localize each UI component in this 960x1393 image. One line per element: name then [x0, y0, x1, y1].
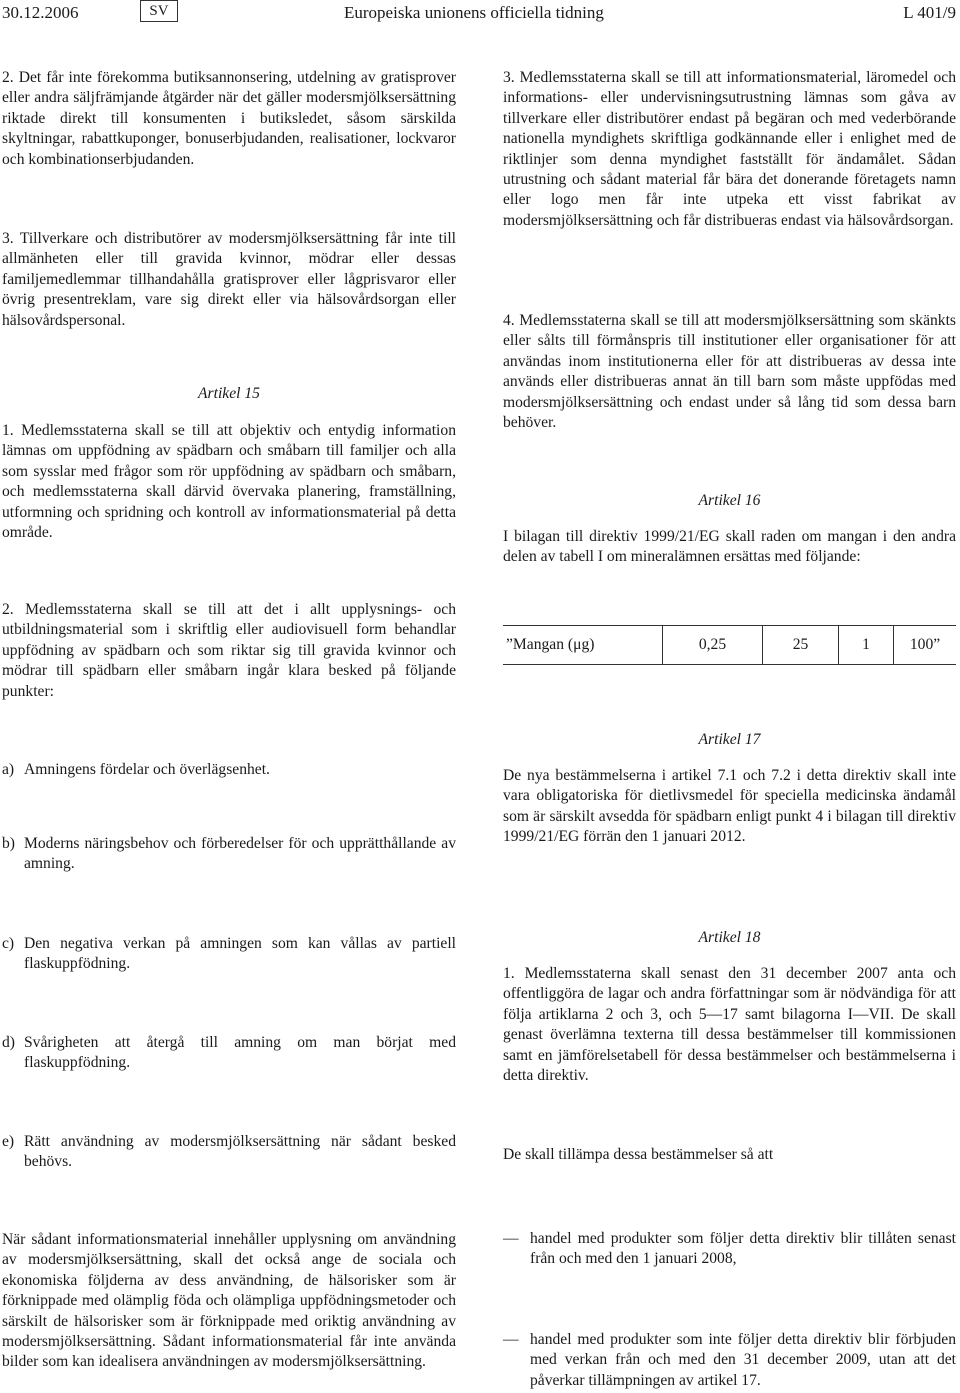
article-16-heading: Artikel 16	[698, 492, 761, 509]
list-item-text: Moderns näringsbehov och förberedelser för och upprätthållande av amning.	[24, 835, 456, 873]
table-cell-value-2: 25	[762, 626, 838, 664]
article-16-text: I bilagan till direktiv 1999/21/EG skall raden om mangan i den andra delen av tabell I om mineralämnen ersättas med följande:	[503, 528, 956, 566]
list-marker: e)	[2, 1133, 15, 1150]
paragraph-2-article-18: De skall tillämpa dessa bestämmelser så att	[503, 1146, 774, 1163]
paragraph-2-article-15: 2. Medlemsstaterna skall se till att det i allt upplysnings- och utbildningsmaterial som i skriftlig eller audiovisuell form behandlar uppfödning av spädbarn och som riktar sig till gravida kvinnor och mödrar till spädbarn eller småbarn ingår klara besked på följande punkter:	[2, 601, 456, 700]
list-item-e	[2, 1132, 456, 1173]
list-item-text: Rätt användning av modersmjölksersättning när sådant besked behövs.	[24, 1133, 456, 1171]
manganese-table-row	[503, 625, 956, 665]
list-marker: d)	[2, 1034, 15, 1051]
list-item-text: Amningens fördelar och överlägsenhet.	[24, 761, 270, 778]
language-code-box: SV	[140, 0, 178, 22]
list-marker: c)	[2, 935, 15, 952]
list-item-b	[2, 834, 456, 875]
table-cell-value-4: 100”	[893, 626, 956, 664]
dash-item-text: handel med produkter som inte följer detta direktiv blir förbjuden med verkan från och med den 31 december 2009, utan att det påverkar tillämpningen av artikel 17.	[530, 1331, 956, 1389]
dash-marker: —	[503, 1230, 519, 1247]
journal-title: Europeiska unionens officiella tidning	[344, 3, 604, 22]
dash-marker: —	[503, 1331, 519, 1348]
list-item-text: Svårigheten att återgå till amning om man börjat med flaskuppfödning.	[24, 1034, 456, 1072]
list-marker: b)	[2, 835, 15, 852]
paragraph-2-article-14: 2. Det får inte förekomma butiksannonsering, utdelning av gratisprover eller andra säljfrämjande åtgärder när det gäller modersmjölksersättning riktade direkt till konsumenten i butiksledet, såsom särskilda skyltningar, rabattkuponger, bonuserbjudanden, realisationer, lockvaror och kombinationserbjudanden.	[2, 69, 456, 168]
paragraph-3-article-14: 3. Tillverkare och distributörer av modersmjölksersättning får inte till allmänheten eller till gravida kvinnor, mödrar eller dessas familjemedlemmar tillhandahålla gratisprover eller lågprisvaror eller övrig presentreklam, vare sig direkt eller via hälsovårdsorgan eller hälsovårdspersonal.	[2, 230, 456, 329]
paragraph-3-article-15: 3. Medlemsstaterna skall se till att informationsmaterial, läromedel och informations- eller undervisningsutrustning lämnas som gåva av tillverkare eller distributörer endast på begäran och med vederbörande nationella myndighets skriftliga godkännande eller i enlighet med de riktlinjer som denna myndighet fastställt för ändamålet. Sådan utrustning och sådant material får bära det donerande företagets namn eller logo men får inte utpeka ett visst fabrikat av modersmjölksersättning och får distribueras endast via hälsovårdsorgan.	[503, 69, 956, 229]
article-15-heading: Artikel 15	[198, 385, 260, 402]
dash-item-1	[503, 1229, 956, 1270]
list-item-a	[2, 760, 456, 780]
list-item-c	[2, 934, 456, 975]
list-item-d	[2, 1033, 456, 1074]
paragraph-1-article-15: 1. Medlemsstaterna skall se till att objektiv och entydig information lämnas om uppfödning av spädbarn och småbarn till familjer och alla som sysslar med frågor som rör uppfödning av spädbarn och småbarn, och medlemsstaterna skall därvid övervaka planering, framställning, utformning och spridning och kontroll av informationsmaterial på detta område.	[2, 422, 456, 542]
page-reference: L 401/9	[903, 3, 956, 22]
page-header	[0, 0, 960, 24]
publication-date: 30.12.2006	[2, 3, 79, 22]
paragraph-4-article-15: 4. Medlemsstaterna skall se till att modersmjölksersättning som skänkts eller sålts till förmånspris till institutioner eller organisationer för att användas inom institutionerna eller för att distribueras av dessa inte används eller distribueras annat än till barn som måste uppfödas med modersmjölksersättning och endast under så lång tid som dessa barn behöver.	[503, 312, 956, 432]
list-marker: a)	[2, 761, 15, 778]
table-cell-value-3: 1	[838, 626, 893, 664]
table-cell-label: ”Mangan (μg)	[506, 636, 595, 653]
list-item-text: Den negativa verkan på amningen som kan vållas av partiell flaskuppfödning.	[24, 935, 456, 973]
paragraph-1-article-18: 1. Medlemsstaterna skall senast den 31 december 2007 anta och offentliggöra de lagar och andra författningar som är nödvändiga för att följa artiklarna 2 och 3, och 5—17 samt bilagorna I—VII. De skall genast överlämna texterna till dessa bestämmelser till kommissionen samt en jämförelsetabell för dessa bestämmelser och bestämmelserna i detta direktiv.	[503, 965, 956, 1085]
article-17-text: De nya bestämmelserna i artikel 7.1 och 7.2 i detta direktiv skall inte vara obligatoriska för dietlivsmedel för speciella medicinska ändamål som är särskilt avsedda för spädbarn enligt punkt 4 i bilagan till direktiv 1999/21/EG förrän den 1 januari 2012.	[503, 767, 956, 846]
article-17-heading: Artikel 17	[698, 731, 761, 748]
dash-item-2	[503, 1330, 956, 1391]
closing-paragraph-article-15: När sådant informationsmaterial innehåller upplysning om användning av modersmjölksersättning, skall det också ange de sociala och ekonomiska följderna av dess användning, de hälsorisker som är förknippade med olämplig föda och olämpliga uppfödningsmetoder och särskilt de hälsorisker som är förknippade med oriktig användning av modersmjölksersättning. Sådant informationsmaterial får inte använda bilder som kan idealisera användningen av modersmjölksersättning.	[2, 1231, 456, 1371]
table-cell-value-1: 0,25	[662, 626, 762, 664]
dash-item-text: handel med produkter som följer detta direktiv blir tillåten senast från och med den 1 januari 2008,	[530, 1230, 956, 1268]
article-18-heading: Artikel 18	[698, 929, 761, 946]
